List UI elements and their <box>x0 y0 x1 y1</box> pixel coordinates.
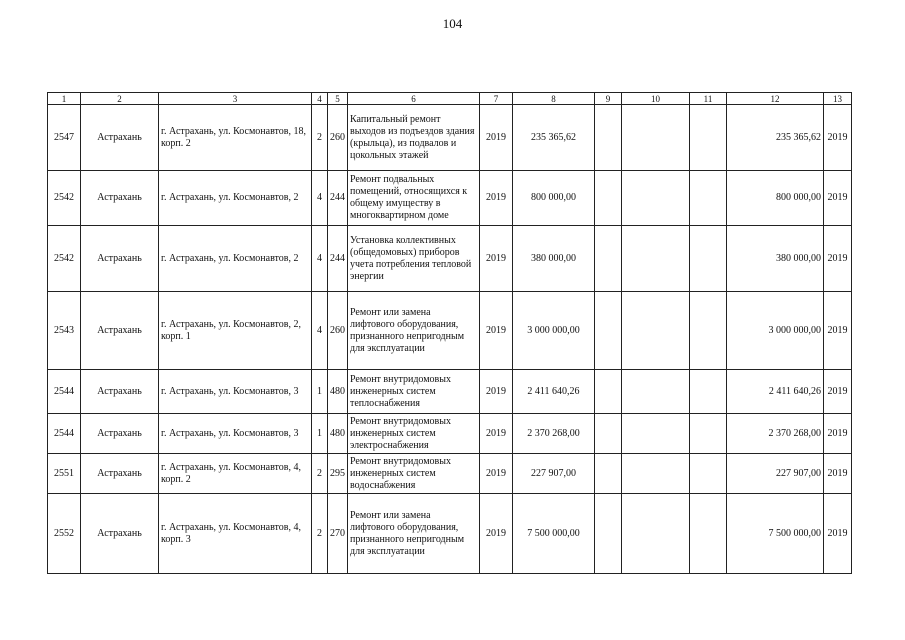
empty-cell <box>690 414 727 454</box>
cost: 7 500 000,00 <box>513 494 595 574</box>
end-year: 2019 <box>824 171 852 226</box>
object-id: 2543 <box>48 292 81 370</box>
empty-cell <box>622 105 690 171</box>
end-year: 2019 <box>824 370 852 414</box>
empty-cell <box>595 105 622 171</box>
column-header: 4 <box>312 93 328 105</box>
empty-cell <box>622 414 690 454</box>
year: 2019 <box>480 292 513 370</box>
empty-cell <box>595 454 622 494</box>
work-description: Ремонт или замена лифтового оборудования, признанного непригодным для эксплуатации <box>348 292 480 370</box>
total-cost: 380 000,00 <box>727 226 824 292</box>
value-col-5: 295 <box>328 454 348 494</box>
total-cost: 3 000 000,00 <box>727 292 824 370</box>
column-number-row <box>48 93 852 105</box>
empty-cell <box>622 171 690 226</box>
empty-cell <box>690 454 727 494</box>
end-year: 2019 <box>824 494 852 574</box>
value-col-4: 2 <box>312 454 328 494</box>
column-header: 7 <box>480 93 513 105</box>
year: 2019 <box>480 105 513 171</box>
cost: 235 365,62 <box>513 105 595 171</box>
table-row <box>48 105 852 171</box>
end-year: 2019 <box>824 105 852 171</box>
table-row <box>48 370 852 414</box>
empty-cell <box>690 226 727 292</box>
value-col-5: 480 <box>328 414 348 454</box>
column-header: 3 <box>159 93 312 105</box>
value-col-5: 260 <box>328 105 348 171</box>
object-id: 2544 <box>48 414 81 454</box>
column-header: 9 <box>595 93 622 105</box>
object-id: 2542 <box>48 226 81 292</box>
address: г. Астрахань, ул. Космонавтов, 3 <box>159 414 312 454</box>
repair-registry-table <box>47 92 852 574</box>
table-row <box>48 292 852 370</box>
end-year: 2019 <box>824 292 852 370</box>
end-year: 2019 <box>824 454 852 494</box>
column-header: 13 <box>824 93 852 105</box>
column-header: 2 <box>81 93 159 105</box>
total-cost: 227 907,00 <box>727 454 824 494</box>
empty-cell <box>690 171 727 226</box>
column-header: 5 <box>328 93 348 105</box>
address: г. Астрахань, ул. Космонавтов, 2 <box>159 171 312 226</box>
column-header: 12 <box>727 93 824 105</box>
object-id: 2551 <box>48 454 81 494</box>
column-header: 6 <box>348 93 480 105</box>
total-cost: 7 500 000,00 <box>727 494 824 574</box>
column-header: 11 <box>690 93 727 105</box>
work-description: Ремонт внутридомовых инженерных систем электроснабжения <box>348 414 480 454</box>
total-cost: 2 411 640,26 <box>727 370 824 414</box>
city: Астрахань <box>81 292 159 370</box>
year: 2019 <box>480 454 513 494</box>
city: Астрахань <box>81 454 159 494</box>
value-col-5: 260 <box>328 292 348 370</box>
address: г. Астрахань, ул. Космонавтов, 18, корп. 2 <box>159 105 312 171</box>
year: 2019 <box>480 171 513 226</box>
empty-cell <box>622 494 690 574</box>
empty-cell <box>690 494 727 574</box>
total-cost: 800 000,00 <box>727 171 824 226</box>
city: Астрахань <box>81 370 159 414</box>
work-description: Ремонт подвальных помещений, относящихся к общему имуществу в многоквартирном доме <box>348 171 480 226</box>
object-id: 2542 <box>48 171 81 226</box>
column-header: 8 <box>513 93 595 105</box>
empty-cell <box>622 454 690 494</box>
work-description: Ремонт внутридомовых инженерных систем водоснабжения <box>348 454 480 494</box>
work-description: Ремонт внутридомовых инженерных систем теплоснабжения <box>348 370 480 414</box>
table-row <box>48 171 852 226</box>
city: Астрахань <box>81 171 159 226</box>
cost: 2 411 640,26 <box>513 370 595 414</box>
object-id: 2552 <box>48 494 81 574</box>
year: 2019 <box>480 494 513 574</box>
table-row <box>48 454 852 494</box>
value-col-5: 244 <box>328 226 348 292</box>
value-col-4: 4 <box>312 226 328 292</box>
end-year: 2019 <box>824 226 852 292</box>
total-cost: 2 370 268,00 <box>727 414 824 454</box>
value-col-4: 1 <box>312 414 328 454</box>
address: г. Астрахань, ул. Космонавтов, 4, корп. 2 <box>159 454 312 494</box>
empty-cell <box>595 226 622 292</box>
year: 2019 <box>480 370 513 414</box>
value-col-5: 244 <box>328 171 348 226</box>
city: Астрахань <box>81 105 159 171</box>
empty-cell <box>595 292 622 370</box>
table-row <box>48 414 852 454</box>
cost: 800 000,00 <box>513 171 595 226</box>
year: 2019 <box>480 226 513 292</box>
address: г. Астрахань, ул. Космонавтов, 2 <box>159 226 312 292</box>
address: г. Астрахань, ул. Космонавтов, 4, корп. 3 <box>159 494 312 574</box>
city: Астрахань <box>81 226 159 292</box>
end-year: 2019 <box>824 414 852 454</box>
address: г. Астрахань, ул. Космонавтов, 3 <box>159 370 312 414</box>
empty-cell <box>622 370 690 414</box>
city: Астрахань <box>81 494 159 574</box>
column-header: 10 <box>622 93 690 105</box>
work-description: Капитальный ремонт выходов из подъездов здания (крыльца), из подвалов и цокольных этажей <box>348 105 480 171</box>
column-header: 1 <box>48 93 81 105</box>
cost: 2 370 268,00 <box>513 414 595 454</box>
value-col-5: 480 <box>328 370 348 414</box>
value-col-4: 2 <box>312 494 328 574</box>
empty-cell <box>595 171 622 226</box>
value-col-4: 4 <box>312 292 328 370</box>
cost: 3 000 000,00 <box>513 292 595 370</box>
page-number: 104 <box>442 16 463 31</box>
empty-cell <box>622 226 690 292</box>
year: 2019 <box>480 414 513 454</box>
cost: 227 907,00 <box>513 454 595 494</box>
empty-cell <box>595 370 622 414</box>
work-description: Установка коллективных (общедомовых) приборов учета потребления тепловой энергии <box>348 226 480 292</box>
empty-cell <box>622 292 690 370</box>
object-id: 2547 <box>48 105 81 171</box>
city: Астрахань <box>81 414 159 454</box>
value-col-4: 4 <box>312 171 328 226</box>
empty-cell <box>690 292 727 370</box>
empty-cell <box>595 494 622 574</box>
value-col-4: 2 <box>312 105 328 171</box>
empty-cell <box>690 105 727 171</box>
table-row <box>48 226 852 292</box>
table-row <box>48 494 852 574</box>
empty-cell <box>690 370 727 414</box>
total-cost: 235 365,62 <box>727 105 824 171</box>
value-col-4: 1 <box>312 370 328 414</box>
work-description: Ремонт или замена лифтового оборудования, признанного непригодным для эксплуатации <box>348 494 480 574</box>
empty-cell <box>595 414 622 454</box>
object-id: 2544 <box>48 370 81 414</box>
value-col-5: 270 <box>328 494 348 574</box>
cost: 380 000,00 <box>513 226 595 292</box>
address: г. Астрахань, ул. Космонавтов, 2, корп. 1 <box>159 292 312 370</box>
